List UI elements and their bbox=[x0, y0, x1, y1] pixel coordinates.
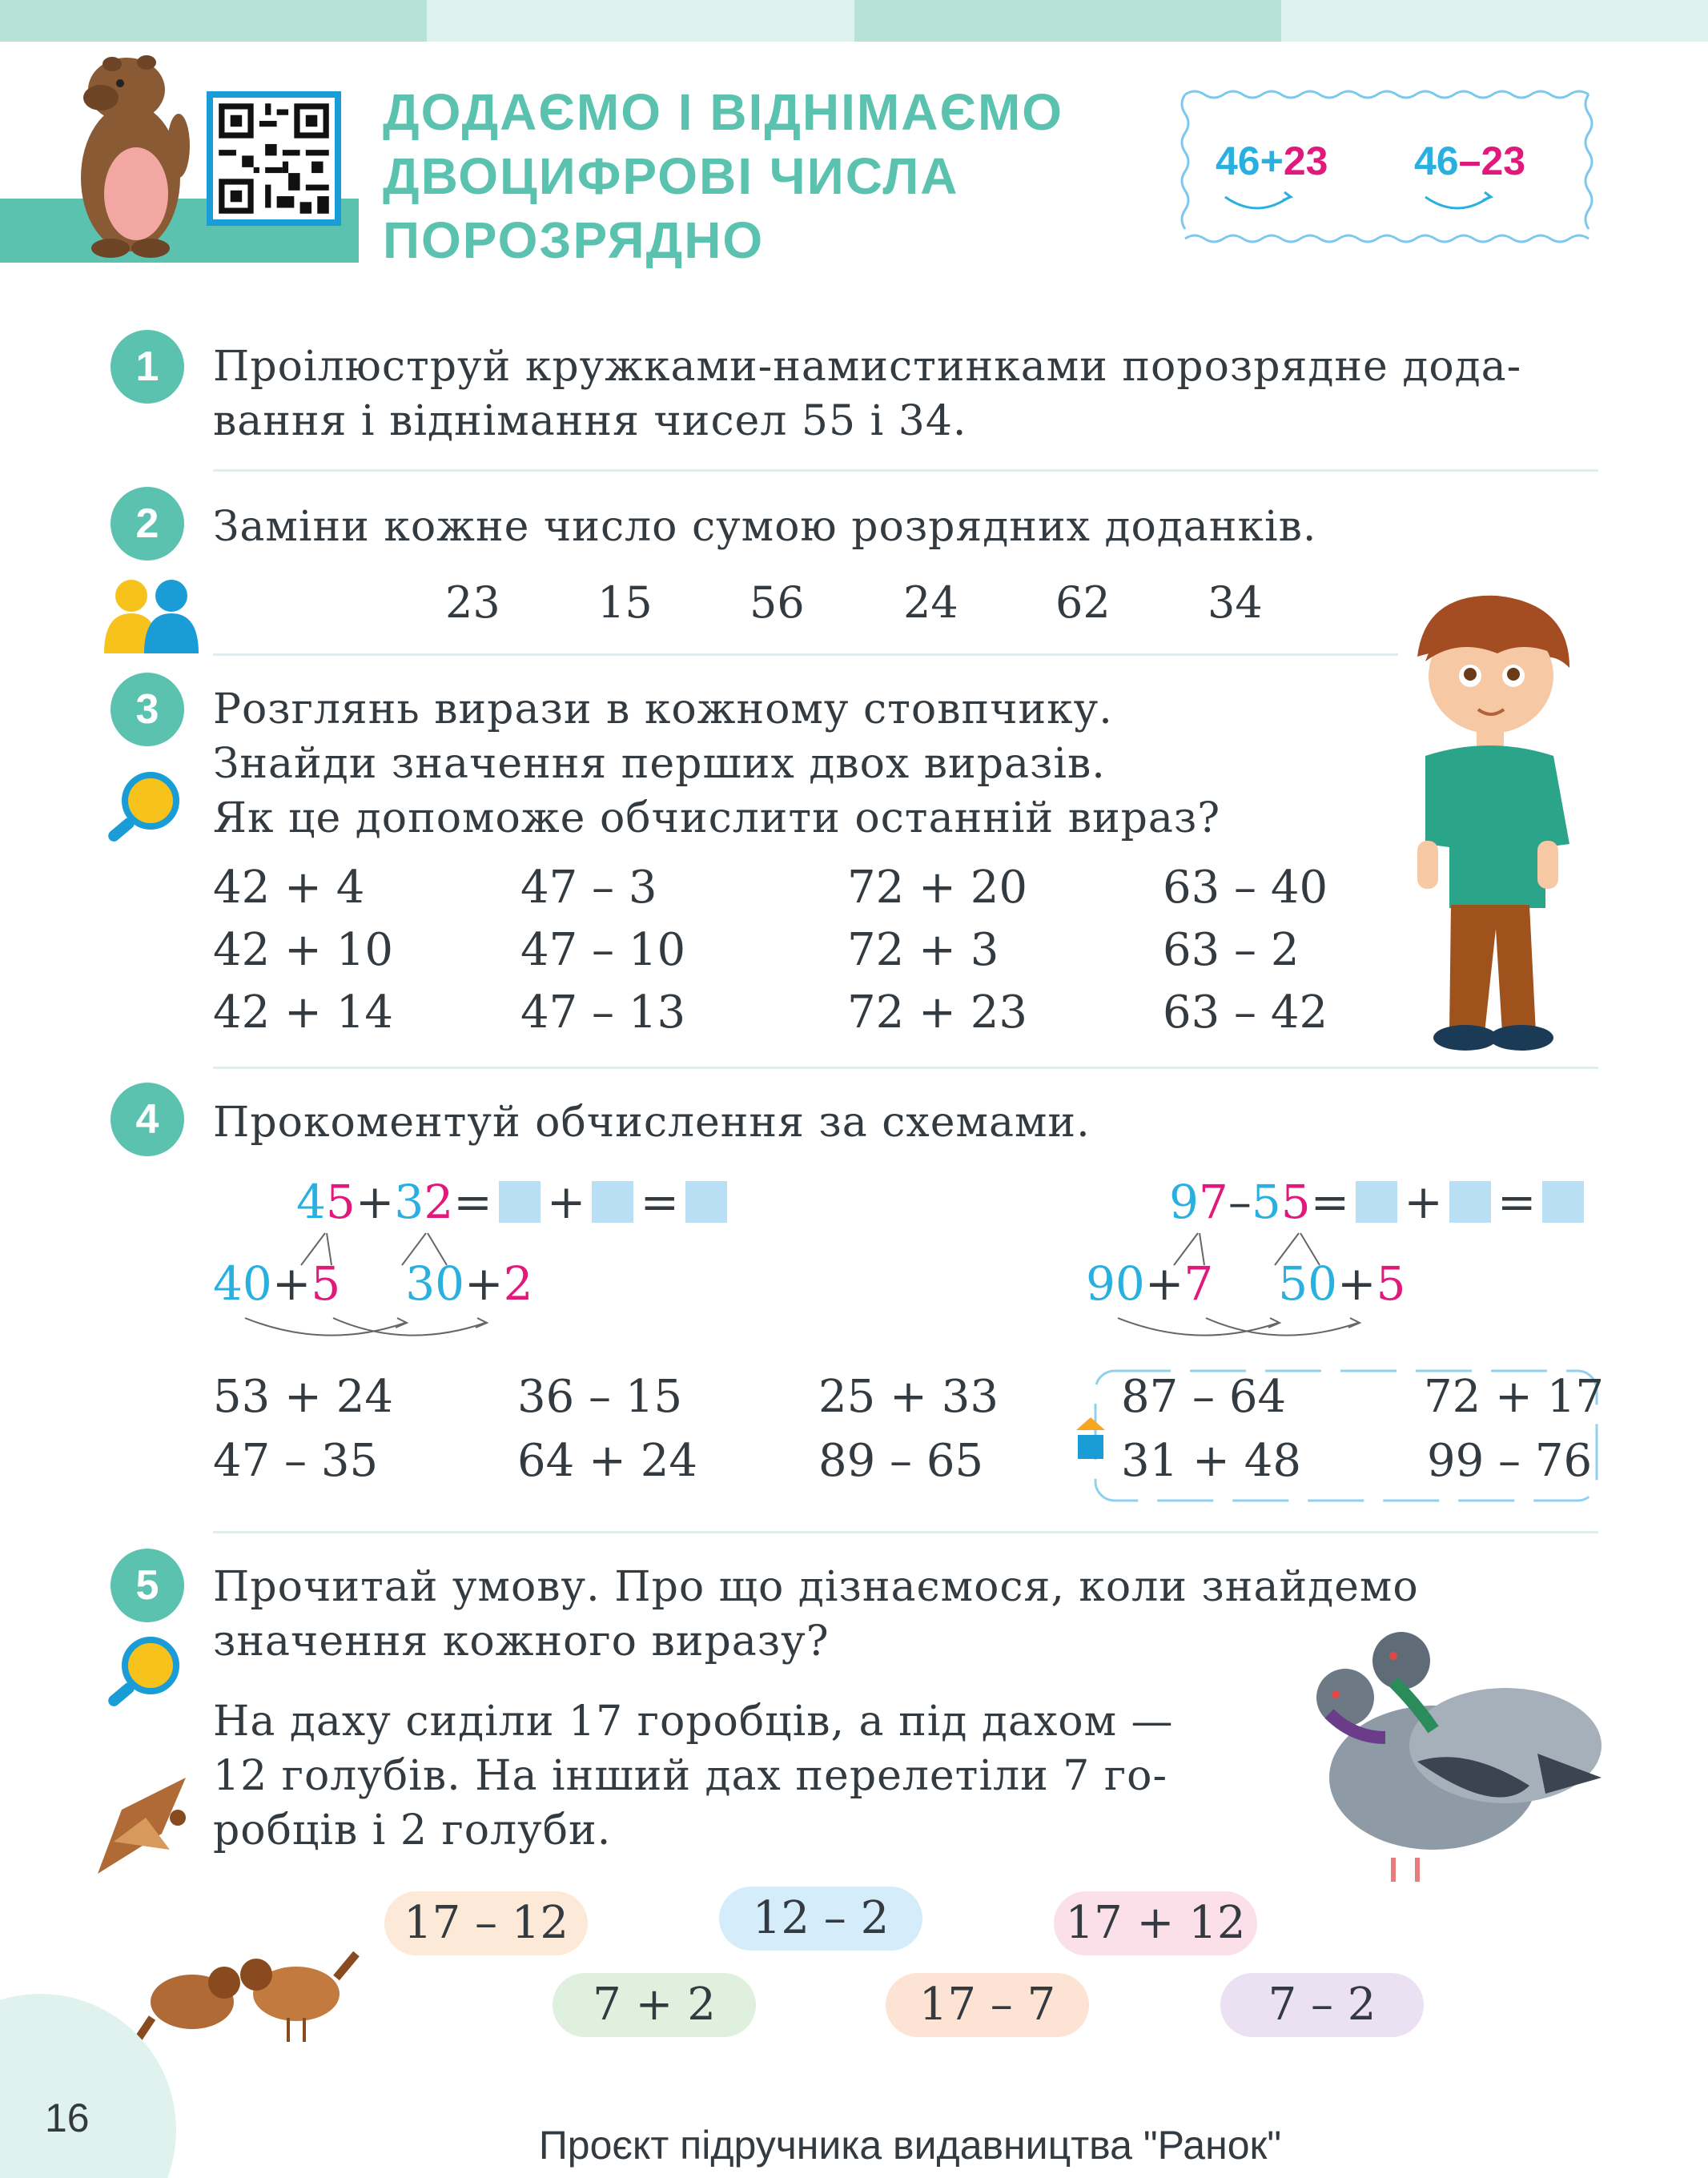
divider bbox=[213, 1067, 1598, 1069]
magnifier-icon bbox=[104, 769, 184, 849]
scheme2-expression bbox=[1169, 1175, 1590, 1228]
page-number: 16 bbox=[45, 2096, 90, 2140]
equals-sign: = bbox=[1310, 1175, 1350, 1229]
hint-operator: + bbox=[1260, 139, 1284, 183]
hint-operand: 23 bbox=[1283, 139, 1328, 183]
units-part: 5 bbox=[311, 1256, 341, 1311]
answer-box[interactable] bbox=[592, 1181, 633, 1223]
expression-pill[interactable]: 17 – 7 bbox=[886, 1973, 1089, 2037]
task3-expression: 63 – 42 bbox=[1163, 987, 1328, 1039]
hint-addition bbox=[1216, 138, 1328, 184]
sparrow-flying-icon bbox=[90, 1762, 194, 1882]
footer-note: Проєкт підручника видавництва "Ранок" bbox=[538, 2123, 1282, 2168]
tens-part: 30 bbox=[405, 1256, 465, 1311]
tens-part: 40 bbox=[213, 1256, 272, 1311]
operator: + bbox=[1144, 1256, 1184, 1311]
task3-expression: 72 + 23 bbox=[847, 987, 1028, 1039]
hint-operand: 46 bbox=[1216, 139, 1260, 183]
expression-pill[interactable]: 17 + 12 bbox=[1054, 1891, 1257, 1955]
answer-box[interactable] bbox=[1542, 1181, 1584, 1223]
task3-expression: 47 – 10 bbox=[520, 924, 686, 976]
equals-sign: = bbox=[1497, 1175, 1537, 1229]
task3-line: Знайди значення перших двох виразів. bbox=[213, 740, 1106, 788]
task4-boxed-expression: 99 – 76 bbox=[1427, 1435, 1593, 1487]
task4-boxed-expression: 31 + 48 bbox=[1121, 1435, 1302, 1487]
operator: + bbox=[271, 1256, 311, 1311]
sparrows-pair-icon bbox=[136, 1938, 360, 2050]
hint-box bbox=[1177, 86, 1597, 247]
task3-text bbox=[213, 682, 1220, 846]
task2-line: Заміни кожне число сумою розрядних доданків. bbox=[213, 503, 1317, 551]
hint-operand: 46 bbox=[1414, 139, 1459, 183]
task3-expression: 42 + 10 bbox=[213, 924, 394, 976]
task3-expression: 47 – 13 bbox=[520, 987, 686, 1039]
task4-expression: 25 + 33 bbox=[818, 1371, 999, 1423]
task4-expression: 36 – 15 bbox=[517, 1371, 683, 1423]
tens-part: 50 bbox=[1278, 1256, 1338, 1311]
operator: + bbox=[355, 1175, 395, 1229]
expression-pill[interactable]: 17 – 12 bbox=[384, 1891, 588, 1955]
title-line: ДОДАЄМО І ВІДНІМАЄМО bbox=[383, 83, 1064, 141]
scheme1-expression bbox=[296, 1175, 733, 1228]
expression-pill[interactable]: 12 – 2 bbox=[719, 1887, 922, 1951]
task-number-5: 5 bbox=[111, 1549, 184, 1622]
answer-box[interactable] bbox=[499, 1181, 541, 1223]
task-number-3: 3 bbox=[111, 673, 184, 746]
task4-boxed-expression: 87 – 64 bbox=[1121, 1371, 1287, 1423]
task2-text bbox=[213, 500, 1316, 554]
task4-expression: 53 + 24 bbox=[213, 1371, 394, 1423]
hint-operator: – bbox=[1458, 139, 1481, 183]
task4-expression: 47 – 35 bbox=[213, 1435, 379, 1487]
scheme2-parts bbox=[1086, 1257, 1406, 1310]
task2-number: 62 bbox=[1055, 577, 1111, 628]
pair-work-icon bbox=[104, 577, 200, 653]
task2-number: 34 bbox=[1208, 577, 1263, 628]
title-line: ПОРОЗРЯДНО bbox=[383, 211, 765, 269]
task3-expression: 63 – 40 bbox=[1163, 862, 1328, 914]
task4-line: Прокоментуй обчислення за схемами. bbox=[213, 1099, 1091, 1147]
task4-text bbox=[213, 1095, 1091, 1150]
tens-digit: 3 bbox=[394, 1175, 424, 1229]
units-digit: 7 bbox=[1198, 1175, 1228, 1229]
task1-text bbox=[213, 340, 1521, 448]
expression-pill[interactable]: 7 + 2 bbox=[553, 1973, 756, 2037]
answer-box[interactable] bbox=[1449, 1181, 1491, 1223]
operator: + bbox=[1404, 1175, 1443, 1229]
qr-code-icon[interactable] bbox=[207, 91, 341, 226]
units-digit: 2 bbox=[424, 1175, 454, 1229]
task2-number: 23 bbox=[445, 577, 500, 628]
task5-line: значення кожного виразу? bbox=[213, 1617, 830, 1666]
hint-subtraction bbox=[1414, 138, 1525, 184]
operator: + bbox=[464, 1256, 504, 1311]
answer-box[interactable] bbox=[685, 1181, 727, 1223]
task5-line: Прочитай умову. Про що дізнаємося, коли знайдемо bbox=[213, 1563, 1419, 1611]
divider bbox=[213, 1531, 1598, 1533]
operator: + bbox=[546, 1175, 586, 1229]
task4-boxed-expression: 72 + 17 bbox=[1424, 1371, 1605, 1423]
capybara-mascot-icon bbox=[70, 50, 191, 258]
divider bbox=[213, 653, 1398, 656]
units-digit: 5 bbox=[325, 1175, 356, 1229]
task2-number: 56 bbox=[750, 577, 805, 628]
house-icon bbox=[1073, 1412, 1108, 1461]
task3-expression: 72 + 3 bbox=[847, 924, 999, 976]
boy-illustration bbox=[1393, 593, 1585, 1057]
task3-expression: 72 + 20 bbox=[847, 862, 1028, 914]
magnifier-icon bbox=[104, 1634, 184, 1714]
task5-problem bbox=[213, 1694, 1174, 1858]
task2-number: 15 bbox=[597, 577, 653, 628]
task3-expression: 42 + 14 bbox=[213, 987, 394, 1039]
task1-line: Проілюструй кружками-намистинками порозрядне дода- bbox=[213, 343, 1522, 391]
units-part: 5 bbox=[1376, 1256, 1406, 1311]
task-number-2: 2 bbox=[111, 487, 184, 561]
task4-expression: 89 – 65 bbox=[818, 1435, 984, 1487]
units-digit: 5 bbox=[1280, 1175, 1311, 1229]
units-part: 7 bbox=[1184, 1256, 1214, 1311]
top-strip bbox=[0, 0, 1708, 42]
task1-line: вання і віднімання чисел 55 і 34. bbox=[213, 397, 967, 445]
problem-line: На даху сиділи 17 горобців, а під дахом — bbox=[213, 1698, 1174, 1746]
task2-number: 24 bbox=[903, 577, 958, 628]
hint-operand: 23 bbox=[1481, 139, 1526, 183]
tens-part: 90 bbox=[1086, 1256, 1145, 1311]
problem-line: робців і 2 голуби. bbox=[213, 1806, 612, 1855]
answer-box[interactable] bbox=[1356, 1181, 1397, 1223]
divider bbox=[213, 469, 1598, 472]
tens-digit: 5 bbox=[1251, 1175, 1281, 1229]
units-part: 2 bbox=[503, 1256, 533, 1311]
task-number-4: 4 bbox=[111, 1083, 184, 1156]
tens-digit: 9 bbox=[1169, 1175, 1199, 1229]
tens-digit: 4 bbox=[296, 1175, 326, 1229]
task3-expression: 47 – 3 bbox=[520, 862, 657, 914]
task-number-1: 1 bbox=[111, 330, 184, 404]
task3-line: Як це допоможе обчислити останній вираз? bbox=[213, 794, 1221, 842]
title-line: ДВОЦИФРОВІ ЧИСЛА bbox=[383, 147, 959, 205]
task3-expression: 42 + 4 bbox=[213, 862, 365, 914]
task3-line: Розглянь вирази в кожному стовпчику. bbox=[213, 685, 1113, 733]
equals-sign: = bbox=[453, 1175, 492, 1229]
problem-line: 12 голубів. На інший дах перелетіли 7 го- bbox=[213, 1752, 1168, 1800]
operator: + bbox=[1337, 1256, 1376, 1311]
equals-sign: = bbox=[640, 1175, 680, 1229]
task3-expression: 63 – 2 bbox=[1163, 924, 1300, 976]
operator: – bbox=[1228, 1175, 1252, 1229]
task4-expression: 64 + 24 bbox=[517, 1435, 698, 1487]
task5-text bbox=[213, 1560, 1419, 1669]
scheme1-parts bbox=[213, 1257, 533, 1310]
expression-pill[interactable]: 7 – 2 bbox=[1220, 1973, 1424, 2037]
pigeons-illustration bbox=[1297, 1625, 1610, 1882]
page-title bbox=[383, 80, 1071, 272]
